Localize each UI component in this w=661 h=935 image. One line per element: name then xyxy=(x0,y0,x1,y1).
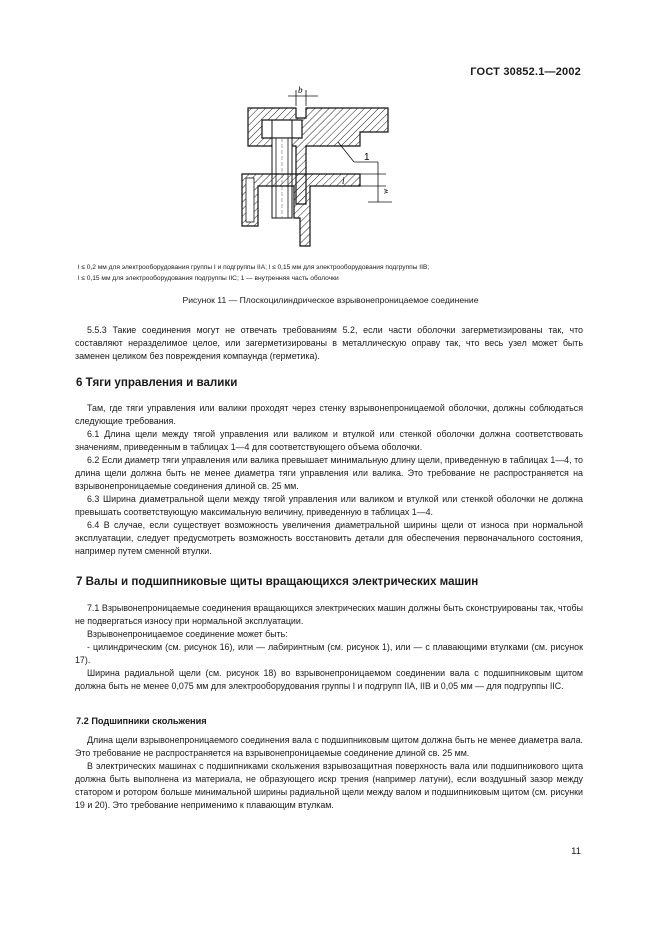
paragraph: 6.3 Ширина диаметральной щели между тягой управления или валиком и втулкой или стенкой оболочки не должна превышать соответствующую максимальную величину, приведенную в таблицах 1—4. xyxy=(75,494,583,517)
section-7-body xyxy=(75,602,583,693)
paragraph: Там, где тяги управления или валики проходят через стенку взрывонепроницаемой оболочки, должны соблюдаться следующие требования. xyxy=(75,403,583,426)
section-5-5-3 xyxy=(75,324,583,363)
figure-drawing xyxy=(238,86,398,250)
section-7-2-heading: 7.2 Подшипники скольжения xyxy=(76,716,207,726)
section-6-body xyxy=(75,402,583,558)
bolt-head xyxy=(262,120,302,138)
paragraph: Длина щели взрывонепроницаемого соединения вала с подшипниковым щитом должна быть не менее диаметра вала. Это требование не распространяется на взрывонепроницаемые соединение длиной св. 25 мм. xyxy=(75,735,583,758)
paragraph: 6.2 Если диаметр тяги управления или валика превышает минимальную длину щели, приведенную в таблицах 1—4, то длина щели должна быть не менее диаметра тяги управления или валика. Это требование не распространяется на взрывонепроницаемые соединения длиной св. 25 мм. xyxy=(75,455,583,491)
paragraph: - цилиндрическим (см. рисунок 16), или — лабиринтным (см. рисунок 1), или — с плавающими втулками (см. рисунок 17). xyxy=(75,642,583,665)
paragraph: В электрических машинах с подшипниками скольжения взрывозащитная поверхность вала или подшипникового щита должна быть выполнена из материала, не образующего искр трения (например латуни), если воздушный зазор между статором и ротором больше минимальной ширины радиальной щели между валом и подшипниковым щитом (см. рисунки 19 и 20). Это требование неприменимо к плавающим втулкам. xyxy=(75,761,583,810)
paragraph: 7.1 Взрывонепроницаемые соединения вращающихся электрических машин должны быть сконструированы так, чтобы не подвергаться износу при нормальной эксплуатации. xyxy=(75,603,583,626)
paragraph: 5.5.3 Такие соединения могут не отвечать требованиям 5.2, если части оболочки загерметизированы так, что составляют неразделимое целое, или загерметизированы в металлическую оправу так, что весь узел может быть заменен целиком без повреждения компаунда (герметика). xyxy=(75,325,583,361)
paragraph: 6.4 В случае, если существует возможность увеличения диаметральной ширины щели от износа при нормальной эксплуатации, следует предусмотреть возможность восстановить детали для обеспечения первоначального состояния, например путем сменной втулки. xyxy=(75,520,583,556)
section-6-heading: 6 Тяги управления и валики xyxy=(76,376,238,389)
paragraph: 6.1 Длина щели между тягой управления или валиком и втулкой или стенкой оболочки должна соответствовать значениям, приведенным в таблицах 1—4 для соответствующего объема оболочки. xyxy=(75,429,583,452)
section-7-2-body xyxy=(75,734,583,812)
dim-w-label: w xyxy=(381,188,390,194)
paragraph: Взрывонепроницаемое соединение может быть: xyxy=(87,629,288,639)
label-inner-part: 1 xyxy=(364,152,370,163)
figure-note-line-2: l ≤ 0,15 мм для электрооборудования подгруппы IIC; 1 — внутренняя часть оболочки xyxy=(78,275,339,282)
figure-note-line-1: l ≤ 0,2 мм для электрооборудования группы I и подгруппы IIA; l ≤ 0,15 мм для электрооборудования подгруппы IIB; xyxy=(78,264,430,271)
dim-l-label: l xyxy=(342,176,345,186)
dim-b-label: b xyxy=(298,86,303,95)
standard-header: ГОСТ 30852.1—2002 xyxy=(470,66,581,78)
figure-caption: Рисунок 11 — Плоскоцилиндрическое взрывонепроницаемое соединение xyxy=(182,295,479,305)
section-7-heading: 7 Валы и подшипниковые щиты вращающихся электрических машин xyxy=(76,575,479,588)
page-number: 11 xyxy=(571,846,581,857)
paragraph: Ширина радиальной щели (см. рисунок 18) во взрывонепроницаемом соединении вала с подшипниковым щитом должна быть не менее 0,075 мм для электрооборудования группы I и подгрупп IIA, IIB и 0,05 мм — для подгруппы IIC. xyxy=(75,668,583,691)
